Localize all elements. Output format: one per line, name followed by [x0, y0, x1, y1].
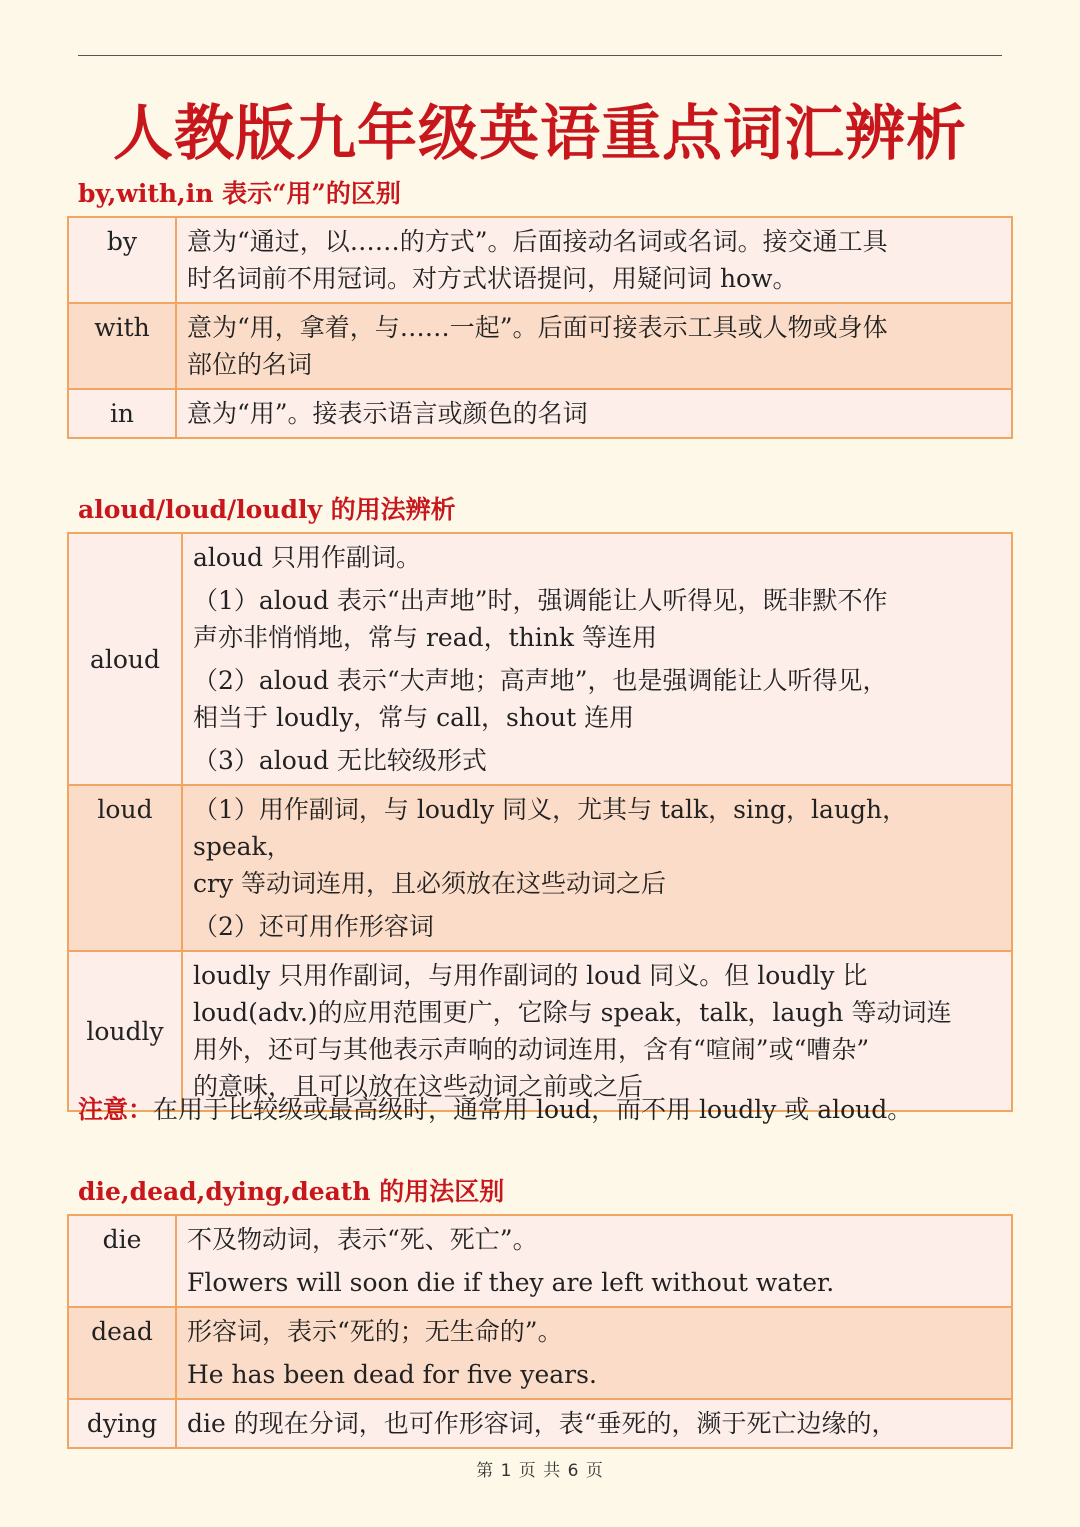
definition-line: loud(adv.)的应用范围更广，它除与 speak，talk，laugh 等动词连 — [193, 998, 952, 1027]
definition-cell — [176, 217, 1012, 303]
definition-line: loudly 只用作副词，与用作副词的 loud 同义。但 loudly 比 — [193, 961, 868, 990]
definition-cell — [176, 389, 1012, 438]
table-aloud-loud-loudly — [67, 532, 1013, 1112]
definition-line: （2）aloud 表示“大声地；高声地”，也是强调能让人听得见， — [193, 666, 888, 695]
table-row — [68, 303, 1012, 389]
definition-line: Flowers will soon die if they are left without water. — [187, 1268, 835, 1297]
section-heading-by-with-in: by,with,in 表示“用”的区别 — [78, 179, 401, 208]
term-cell: by — [68, 217, 176, 303]
table-row — [68, 533, 1012, 785]
note-paragraph — [78, 1090, 912, 1126]
definition-line: 意为“用”。接表示语言或颜色的名词 — [187, 399, 588, 428]
definition-cell — [176, 1399, 1012, 1448]
term-cell: loudly — [68, 951, 182, 1111]
definition-line: （3）aloud 无比较级形式 — [193, 746, 487, 775]
table-by-with-in — [67, 216, 1013, 439]
top-rule — [78, 55, 1002, 56]
definition-line: 的意味，且可以放在这些动词之前或之后 — [193, 1072, 644, 1101]
table-row — [68, 785, 1012, 951]
term-cell: die — [68, 1215, 176, 1307]
definition-line: 时名词前不用冠词。对方式状语提问，用疑问词 how。 — [187, 264, 798, 293]
definition-line: cry 等动词连用，且必须放在这些动词之后 — [193, 869, 667, 898]
definition-cell — [182, 951, 1012, 1111]
definition-line: （1）aloud 表示“出声地”时，强调能让人听得见，既非默不作 — [193, 586, 888, 615]
table-row — [68, 389, 1012, 438]
definition-line: 声亦非悄悄地，常与 read，think 等连用 — [193, 623, 657, 652]
definition-line: die 的现在分词，也可作形容词，表“垂死的，濒于死亡边缘的， — [187, 1409, 897, 1438]
definition-line: He has been dead for five years. — [187, 1360, 597, 1389]
definition-line: 形容词，表示“死的；无生命的”。 — [187, 1317, 563, 1346]
table-row — [68, 1399, 1012, 1448]
table-row — [68, 1215, 1012, 1307]
table-row — [68, 217, 1012, 303]
table-row — [68, 951, 1012, 1111]
definition-line: 不及物动词，表示“死、死亡”。 — [187, 1225, 538, 1254]
section-heading-die-dead-dying-death: die,dead,dying,death 的用法区别 — [78, 1177, 505, 1206]
term-cell: dead — [68, 1307, 176, 1399]
definition-cell — [176, 1307, 1012, 1399]
definition-line: （2）还可用作形容词 — [193, 912, 434, 941]
table-row — [68, 1307, 1012, 1399]
definition-line: 意为“用，拿着，与……一起”。后面可接表示工具或人物或身体 — [187, 313, 888, 342]
table-die-dead-dying — [67, 1214, 1013, 1449]
definition-line: 意为“通过，以……的方式”。后面接动名词或名词。接交通工具 — [187, 227, 888, 256]
term-cell: in — [68, 389, 176, 438]
definition-line: （1）用作副词，与 loudly 同义，尤其与 talk，sing，laugh，speak， — [193, 795, 908, 861]
term-cell: loud — [68, 785, 182, 951]
definition-line: 用外，还可与其他表示声响的动词连用，含有“喧闹”或“嘈杂” — [193, 1035, 870, 1064]
definition-cell — [176, 303, 1012, 389]
note-label: 注意： — [78, 1095, 154, 1124]
term-cell: with — [68, 303, 176, 389]
section-heading-aloud-loud-loudly: aloud/loud/loudly 的用法辨析 — [78, 495, 456, 524]
note-text: 在用于比较级或最高级时，通常用 loud，而不用 loudly 或 aloud。 — [153, 1095, 913, 1124]
definition-cell — [182, 785, 1012, 951]
definition-cell — [182, 533, 1012, 785]
term-cell: dying — [68, 1399, 176, 1448]
term-cell: aloud — [68, 533, 182, 785]
page-footer: 第 1 页 共 6 页 — [476, 1461, 604, 1481]
definition-line: aloud 只用作副词。 — [193, 543, 422, 572]
definition-cell — [176, 1215, 1012, 1307]
page-title: 人教版九年级英语重点词汇辨析 — [113, 99, 967, 169]
definition-line: 部位的名词 — [187, 350, 313, 379]
definition-line: 相当于 loudly，常与 call，shout 连用 — [193, 703, 635, 732]
